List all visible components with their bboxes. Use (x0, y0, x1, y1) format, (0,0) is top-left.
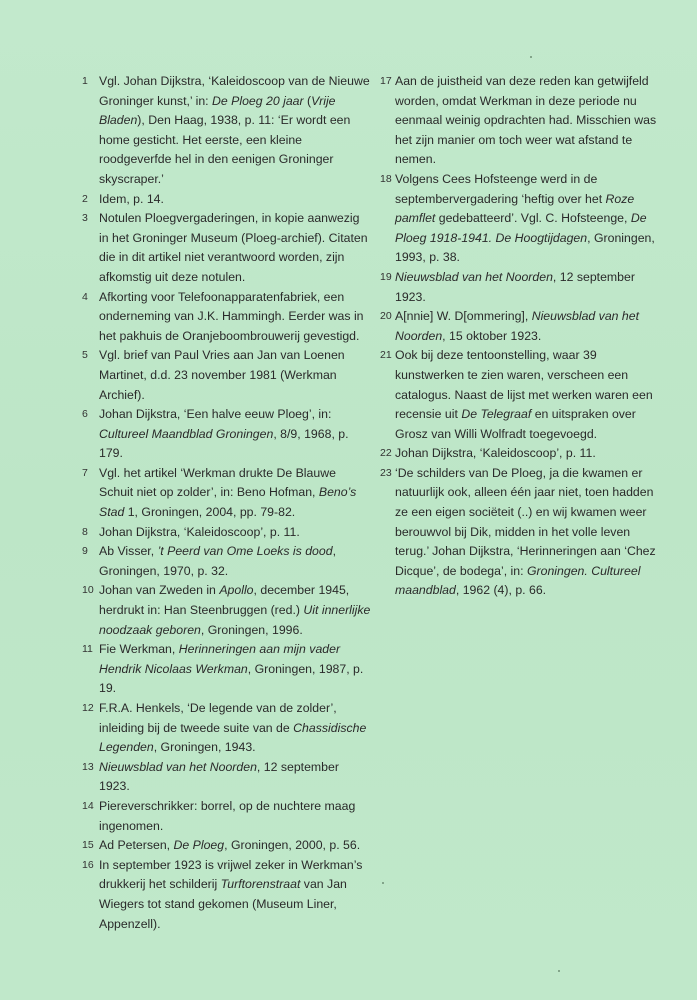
footnote (380, 170, 665, 268)
footnote-number: 5 (82, 349, 88, 362)
footnote-text-run: en uitspraken over Grosz van Willi Wolfradt toegevoegd. (395, 407, 636, 441)
footnote-text (99, 856, 372, 934)
footnote-text (99, 836, 372, 856)
footnote-number: 3 (82, 212, 88, 225)
footnote-text (395, 346, 665, 444)
footnote-text (395, 170, 665, 268)
footnote-text-run: , Groningen, 1970, p. 32. (99, 544, 336, 578)
footnote-text (99, 699, 372, 758)
footnote-text-run: , 8/9, 1968, p. 179. (99, 426, 349, 461)
footnote-title-italic: Herinneringen aan mijn vader Hendrik Nicolaas Werkman (99, 642, 341, 676)
footnote-number: 16 (82, 858, 94, 871)
footnote-number: 2 (82, 192, 88, 205)
footnote-title-italic: Nieuwsblad van het Noorden (99, 759, 257, 774)
footnote-text-run: Ook bij deze tentoonstelling, waar 39 kunstwerken te zien waren, verscheen een catalogus. Naast de lijst met werken waren een recensie uit (395, 348, 653, 422)
footnote (380, 444, 665, 464)
footnote (82, 72, 372, 190)
footnote-number: 7 (82, 466, 88, 479)
footnote (82, 405, 372, 464)
footnote-text-run: , Groningen, 1996. (200, 622, 303, 637)
footnote-text (99, 523, 372, 543)
footnote (380, 464, 665, 601)
footnote-text-run: , Groningen, 1943. (153, 740, 256, 755)
footnote-text-run: ‘De schilders van De Ploeg, ja die kwamen er natuurlijk ook, alleen één jaar niet, toen hadden ze een eigen sociëteit (..) en wij kwamen weer berouwvol bij Dik, midden in het volle leven terug.’ Johan Dijkstra, ‘Herinneringen aan ‘Chez Dicque’, de bodega’, in: (395, 465, 656, 578)
footnote-text (99, 288, 372, 347)
footnote-text (99, 209, 372, 287)
footnote-text (99, 190, 372, 210)
footnote-text-run: Vgl. brief van Paul Vries aan Jan van Loenen Martinet, d.d. 23 november 1981 (Werkman Archief). (99, 348, 345, 402)
footnote-number: 20 (380, 310, 392, 323)
footnote-text-run: , 12 september 1923. (395, 269, 635, 304)
footnote-number: 17 (380, 75, 392, 87)
footnote-number: 12 (82, 702, 94, 714)
footnote-text-run: Johan Dijkstra, ‘Een halve eeuw Ploeg’, in: (99, 407, 332, 422)
footnote (82, 699, 372, 758)
notes-column-left (82, 72, 372, 934)
footnote (82, 758, 372, 797)
footnote-text (99, 464, 372, 523)
footnote-text (99, 758, 372, 797)
footnote (82, 640, 372, 699)
footnote-title-italic: De Ploeg (173, 838, 225, 853)
footnote-text-run: Vgl. het artikel ‘Werkman drukte De Blauwe Schuit niet op zolder’, in: Beno Hofman, (99, 465, 336, 500)
footnote-title-italic: Vrije Bladen (99, 93, 336, 128)
footnote-number: 9 (82, 545, 88, 558)
footnote-title-italic: De Ploeg 1918-1941. De Hoogtijdagen (395, 211, 647, 245)
footnote (82, 797, 372, 836)
footnote-text-run: 1, Groningen, 2004, pp. 79-82. (124, 505, 296, 520)
footnote (380, 307, 665, 346)
paper-speck (558, 970, 560, 972)
footnote-text-run: Vgl. Johan Dijkstra, ‘Kaleidoscoop van de Nieuwe Groninger kunst,’ in: (99, 74, 370, 108)
footnote-number: 19 (380, 270, 392, 283)
footnote-number: 14 (82, 799, 94, 812)
footnote (82, 288, 372, 347)
footnote-title-italic: Turftorenstraat (220, 877, 301, 892)
footnote-text (99, 405, 372, 464)
footnote-text (395, 268, 665, 307)
footnote-number: 6 (82, 408, 88, 421)
footnote-text-run: A[nnie] W. D[ommering], (395, 309, 532, 324)
footnote-number: 8 (82, 525, 88, 538)
paper-speck (530, 56, 532, 58)
footnote (82, 542, 372, 581)
footnote-text-run: Aan de juistheid van deze reden kan getwijfeld worden, omdat Werkman in deze periode nu eenmaal weinig opdrachten had. Misschien was het zijn manier om toch weer wat afstand te nemen. (395, 74, 657, 167)
footnote-title-italic: De Ploeg 20 jaar (212, 93, 304, 108)
footnote-text-run: In september 1923 is vrijwel zeker in Werkman’s drukkerij het schilderij (99, 857, 363, 892)
footnote-number: 22 (380, 447, 392, 460)
footnote-text-run: , Groningen, 2000, p. 56. (224, 838, 361, 853)
footnote (82, 856, 372, 934)
footnote-title-italic: Uit innerlijke noodzaak geboren (99, 603, 371, 637)
footnote (82, 523, 372, 543)
footnote (380, 72, 665, 170)
footnote-title-italic: Chassidische Legenden (99, 720, 367, 755)
footnote-text (99, 346, 372, 405)
footnote-text (99, 797, 372, 836)
footnote-text-run: Afkorting voor Telefoonapparatenfabriek, een onderneming van J.K. Hammingh. Eerder was in het pakhuis de Oranjeboombrouwerij gevestigd. (99, 289, 364, 343)
footnote-number: 10 (82, 584, 94, 597)
footnote-title-italic: Nieuwsblad van het Noorden (395, 309, 640, 343)
footnote-text (395, 444, 665, 464)
notes-column-right (380, 72, 665, 601)
footnote-text-run: , 15 oktober 1923. (442, 328, 542, 343)
footnote-text-run: , december 1945, herdrukt in: Han Steenbruggen (red.) (99, 583, 350, 618)
footnote-title-italic: Groningen. Cultureel maandblad (395, 563, 641, 598)
footnote-number: 4 (82, 290, 88, 303)
footnote-number: 21 (380, 349, 392, 362)
footnote-text (99, 542, 372, 581)
footnote-title-italic: De Telegraaf (461, 407, 532, 422)
footnote-number: 15 (82, 839, 94, 852)
footnote (380, 346, 665, 444)
footnote-text-run: Piereverschrikker: borrel, op de nuchtere maag ingenomen. (99, 798, 356, 833)
footnote-text (99, 640, 372, 699)
footnote-text (395, 307, 665, 346)
footnote-text-run: , Groningen, 1993, p. 38. (395, 230, 655, 265)
footnote (82, 346, 372, 405)
footnote-text-run: Johan van Zweden in (99, 583, 220, 598)
footnote-text-run: Ad Petersen, (99, 838, 174, 853)
footnote-text (395, 72, 665, 170)
footnote-text-run: Notulen Ploegvergaderingen, in kopie aanwezig in het Groninger Museum (Ploeg-archief). Citaten die in dit artikel niet verantwoord worden, zijn afkomstig uit deze notulen. (99, 211, 368, 284)
footnote-title-italic: Roze pamflet (395, 191, 635, 226)
footnote (82, 464, 372, 523)
paper-speck (382, 882, 384, 884)
footnote-number: 11 (82, 643, 93, 656)
footnote (82, 209, 372, 287)
footnote-text-run: Fie Werkman, (99, 642, 179, 657)
footnote-text-run: ( (303, 93, 312, 108)
footnote-text-run: Volgens Cees Hofsteenge werd in de septembervergadering ‘heftig over het (395, 171, 606, 206)
footnote-title-italic: Beno’s Stad (99, 485, 357, 520)
footnote-number: 13 (82, 760, 94, 773)
footnote-text-run: Johan Dijkstra, ‘Kaleidoscoop’, p. 11. (99, 524, 300, 539)
footnote-text-run: Idem, p. 14. (99, 191, 164, 206)
footnote (82, 581, 372, 640)
footnote-title-italic: Apollo (219, 583, 254, 598)
footnote (82, 836, 372, 856)
footnote-title-italic: Cultureel Maandblad Groningen (99, 426, 274, 441)
footnote-title-italic: Nieuwsblad van het Noorden (395, 269, 553, 284)
footnote-text-run: gedebatteerd’. Vgl. C. Hofsteenge, (435, 211, 631, 226)
footnote-text-run: ), Den Haag, 1938, p. 11: ‘Er wordt een home gesticht. Het eerste, een kleine roodgeverfde hel in den eenigen Groninger skyscraper.’ (99, 113, 351, 186)
footnote-text-run: , 12 september 1923. (99, 759, 339, 794)
footnote-text-run: , Groningen, 1987, p. 19. (99, 661, 364, 696)
footnote-number: 18 (380, 172, 392, 185)
footnote-text-run: Ab Visser, (99, 544, 158, 559)
footnote (380, 268, 665, 307)
footnote-text (395, 464, 665, 601)
footnote-title-italic: ’t Peerd van Ome Loeks is dood (157, 544, 333, 559)
footnote (82, 190, 372, 210)
footnote-text-run: F.R.A. Henkels, ‘De legende van de zolder’, inleiding bij de tweede suite van de (99, 701, 337, 735)
footnote-number: 1 (82, 75, 88, 87)
footnote-text (99, 581, 372, 640)
footnote-number: 23 (380, 466, 392, 479)
footnote-text-run: Johan Dijkstra, ‘Kaleidoscoop’, p. 11. (395, 446, 596, 461)
footnote-text-run: van Jan Wiegers tot stand gekomen (Museum Liner, Appenzell). (99, 877, 347, 931)
footnote-text-run: , 1962 (4), p. 66. (455, 583, 547, 598)
footnote-text (99, 72, 372, 190)
